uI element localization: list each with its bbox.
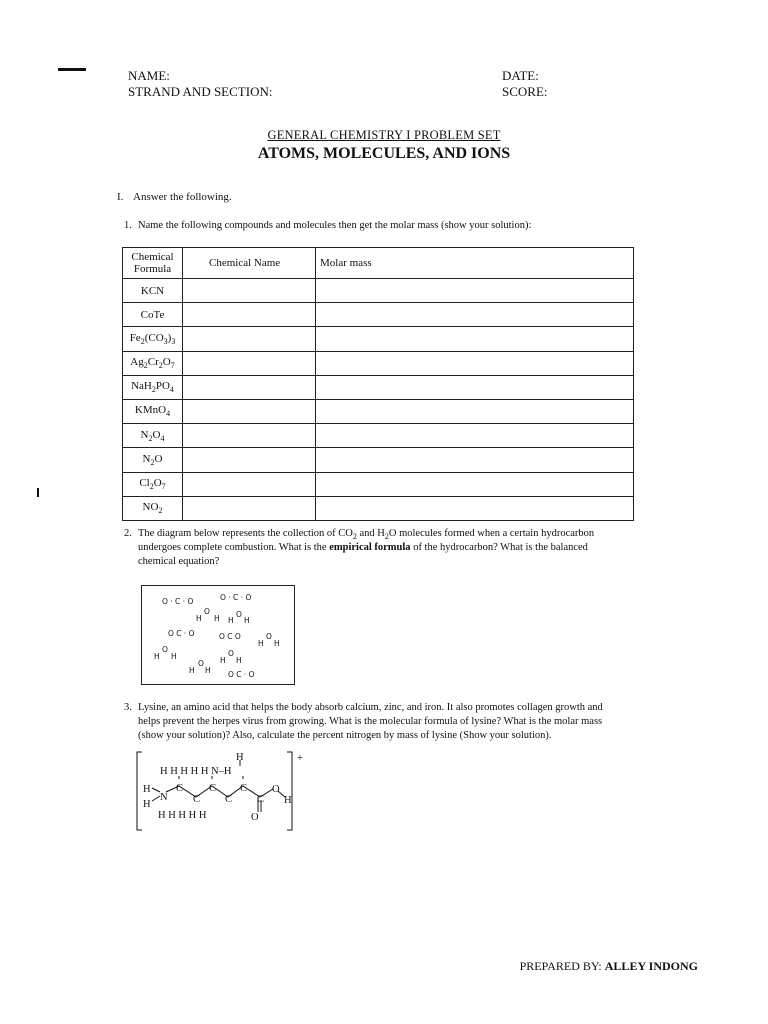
molecule-atom-label: O bbox=[236, 610, 242, 619]
lysine-atom-label: + bbox=[297, 753, 303, 764]
table-row bbox=[123, 496, 634, 520]
formula-text: O bbox=[153, 477, 162, 489]
lysine-atom-label: H bbox=[284, 795, 292, 806]
table-row bbox=[123, 472, 634, 496]
q2-text-part: undergoes complete combustion. What is the bbox=[138, 542, 330, 553]
chemical-name-cell[interactable] bbox=[183, 279, 316, 303]
q2-subscript: 2 bbox=[384, 532, 389, 542]
molar-mass-cell[interactable] bbox=[316, 496, 634, 520]
table-row bbox=[123, 303, 634, 327]
formula-subscript: 7 bbox=[161, 482, 166, 492]
q3-line-3: (show your solution)? Also, calculate the percent nitrogen by mass of lysine (Show your solution). bbox=[138, 730, 552, 741]
formula-text: Fe bbox=[129, 331, 141, 344]
molecule-atom-label: O · C · O bbox=[220, 593, 252, 602]
molecule-diagram bbox=[141, 585, 295, 685]
q2-bold-term: empirical formula bbox=[329, 542, 411, 553]
formula-subscript: 2 bbox=[151, 385, 156, 395]
chemical-name-cell[interactable] bbox=[183, 351, 316, 375]
formula-text: Cr bbox=[147, 356, 159, 369]
formula-cell bbox=[123, 424, 183, 448]
molecule-atom-label: O C · O bbox=[168, 629, 195, 638]
formula-text: KCN bbox=[140, 284, 165, 297]
formula-subscript: 2 bbox=[143, 361, 148, 371]
molar-mass-cell[interactable] bbox=[316, 375, 634, 399]
scan-mark bbox=[37, 488, 39, 497]
lysine-atom-label: C bbox=[240, 783, 248, 794]
table-body bbox=[123, 279, 634, 521]
chemical-name-cell[interactable] bbox=[183, 472, 316, 496]
molar-mass-cell[interactable] bbox=[316, 448, 634, 472]
header-chemical-formula: Chemical Formula bbox=[123, 248, 183, 279]
molecule-atom-label: H bbox=[274, 639, 280, 648]
formula-subscript: 2 bbox=[158, 506, 163, 516]
lysine-atom-label: H bbox=[143, 799, 151, 810]
formula-subscript: 3 bbox=[163, 337, 168, 347]
compounds-table bbox=[122, 247, 634, 521]
lysine-atom-label: H bbox=[236, 752, 244, 763]
molecule-atom-label: H bbox=[228, 616, 234, 625]
course-title: GENERAL CHEMISTRY I PROBLEM SET bbox=[267, 128, 501, 142]
page-title: ATOMS, MOLECULES, AND IONS bbox=[257, 145, 511, 162]
chemical-name-cell[interactable] bbox=[183, 424, 316, 448]
formula-subscript: 4 bbox=[169, 385, 174, 395]
molecule-atom-label: H bbox=[220, 656, 226, 665]
molecule-atom-label: O bbox=[162, 645, 168, 654]
prepared-by-label: PREPARED BY: bbox=[519, 959, 605, 973]
name-label: NAME: bbox=[128, 68, 170, 83]
formula-subscript: 2 bbox=[158, 361, 163, 371]
q3-number: 3. bbox=[124, 702, 132, 713]
formula-text: ) bbox=[167, 331, 172, 344]
header-chemical-name: Chemical Name bbox=[183, 248, 316, 279]
formula-cell bbox=[123, 327, 183, 351]
section-number: I. bbox=[117, 191, 124, 203]
formula-text: Cl bbox=[139, 477, 150, 489]
lysine-atom-label: H H H H H bbox=[158, 810, 207, 821]
formula-subscript: 2 bbox=[140, 337, 145, 347]
formula-cell bbox=[123, 496, 183, 520]
formula-subscript: 2 bbox=[148, 433, 153, 443]
molecule-atom-label: H bbox=[171, 652, 177, 661]
formula-subscript: 3 bbox=[171, 337, 176, 347]
formula-text: O bbox=[154, 452, 163, 465]
q3-line-2: helps prevent the herpes virus from growing. What is the molecular formula of lysine? What is the molar mass bbox=[138, 716, 603, 727]
chemical-name-cell[interactable] bbox=[183, 399, 316, 423]
molecule-atom-label: H bbox=[236, 656, 242, 665]
molecule-atom-label: H bbox=[154, 652, 160, 661]
author-name: ALLEY INDONG bbox=[604, 959, 698, 973]
table-row bbox=[123, 448, 634, 472]
lysine-atom-label: O bbox=[272, 784, 280, 795]
formula-cell bbox=[123, 279, 183, 303]
molecule-atom-label: H bbox=[214, 614, 220, 623]
q3-line-1: Lysine, an amino acid that helps the body absorb calcium, zinc, and iron. It also promotes collagen growth and bbox=[138, 702, 603, 713]
date-label: DATE: bbox=[502, 68, 539, 83]
formula-text: CoTe bbox=[140, 308, 165, 321]
formula-subscript: 4 bbox=[166, 409, 171, 419]
formula-text: NaH bbox=[131, 380, 152, 393]
table-row bbox=[123, 351, 634, 375]
formula-cell bbox=[123, 472, 183, 496]
formula-text: O bbox=[162, 356, 171, 369]
q2-text-part: The diagram below represents the collection of CO bbox=[138, 528, 353, 539]
chemical-name-cell[interactable] bbox=[183, 327, 316, 351]
formula-subscript: 4 bbox=[160, 433, 165, 443]
table-row bbox=[123, 375, 634, 399]
formula-text: O bbox=[152, 428, 161, 441]
formula-cell bbox=[123, 303, 183, 327]
chemical-name-cell[interactable] bbox=[183, 496, 316, 520]
formula-text: N bbox=[142, 452, 151, 465]
q2-number: 2. bbox=[124, 528, 132, 539]
lysine-atom-label: C bbox=[176, 783, 184, 794]
chemical-name-cell[interactable] bbox=[183, 375, 316, 399]
q2-line-3: chemical equation? bbox=[138, 556, 220, 567]
q1-text: Name the following compounds and molecules then get the molar mass (show your solution): bbox=[138, 220, 532, 231]
score-label: SCORE: bbox=[502, 84, 548, 99]
formula-subscript: 2 bbox=[150, 458, 155, 467]
molar-mass-cell[interactable] bbox=[316, 472, 634, 496]
molecule-atom-label: O bbox=[198, 659, 204, 668]
molar-mass-cell[interactable] bbox=[316, 399, 634, 423]
chemical-name-cell[interactable] bbox=[183, 303, 316, 327]
prepared-by bbox=[520, 959, 698, 974]
molar-mass-cell[interactable] bbox=[316, 351, 634, 375]
molecule-atom-label: H bbox=[196, 614, 202, 623]
molecule-atom-label: O bbox=[266, 632, 272, 641]
formula-text: Ag bbox=[130, 356, 144, 369]
formula-text: N bbox=[140, 428, 149, 441]
formula-text: PO bbox=[155, 380, 170, 393]
molecule-atom-label: H bbox=[205, 666, 211, 675]
molar-mass-cell[interactable] bbox=[316, 424, 634, 448]
q1-number: 1. bbox=[124, 220, 132, 231]
molecule-atom-label: H bbox=[258, 639, 264, 648]
formula-text: (CO bbox=[144, 331, 164, 344]
q2-text-part: O molecules formed when a certain hydrocarbon bbox=[388, 528, 595, 539]
q2-line-2 bbox=[138, 541, 588, 556]
formula-cell bbox=[123, 375, 183, 399]
molecule-atom-label: H bbox=[189, 666, 195, 675]
lysine-atom-label: C bbox=[257, 794, 265, 805]
molecule-atom-label: O C O bbox=[219, 632, 241, 641]
table-row bbox=[123, 327, 634, 351]
formula-text: KMnO bbox=[134, 404, 167, 417]
lysine-atom-label: C bbox=[193, 794, 201, 805]
molecule-atom-label: H bbox=[244, 616, 250, 625]
lysine-atom-label: H H H H H N–H bbox=[160, 766, 232, 777]
table-row bbox=[123, 279, 634, 303]
molar-mass-cell[interactable] bbox=[316, 327, 634, 351]
formula-cell bbox=[123, 351, 183, 375]
molecule-atom-label: O · C · O bbox=[162, 597, 194, 606]
formula-subscript: 2 bbox=[149, 482, 154, 492]
lysine-atom-label: C bbox=[209, 783, 217, 794]
section-instruction: Answer the following. bbox=[133, 191, 232, 203]
lysine-atom-label: H bbox=[143, 784, 151, 795]
molecule-atom-label: O bbox=[204, 607, 210, 616]
table-header-row bbox=[123, 248, 634, 279]
table-row bbox=[123, 399, 634, 423]
formula-text: NO bbox=[142, 501, 159, 514]
formula-cell bbox=[123, 399, 183, 423]
strand-section-label: STRAND AND SECTION: bbox=[128, 84, 273, 99]
formula-subscript: 7 bbox=[170, 361, 175, 371]
molecule-atom-label: O bbox=[228, 649, 234, 658]
molar-mass-cell[interactable] bbox=[316, 303, 634, 327]
header-molar-mass: Molar mass bbox=[316, 248, 634, 279]
scan-mark bbox=[58, 68, 86, 71]
table-row bbox=[123, 424, 634, 448]
q2-text-part: and H bbox=[356, 528, 385, 539]
lysine-atom-label: O bbox=[251, 812, 259, 823]
q2-text-part: of the hydrocarbon? What is the balanced bbox=[410, 542, 588, 553]
q2-subscript: 2 bbox=[352, 532, 357, 542]
chemical-name-cell[interactable] bbox=[183, 448, 316, 472]
formula-cell bbox=[123, 448, 183, 472]
molecule-atom-label: O C · O bbox=[228, 670, 255, 679]
lysine-atom-label: N bbox=[160, 792, 168, 803]
lysine-atom-label: C bbox=[225, 794, 233, 805]
molar-mass-cell[interactable] bbox=[316, 279, 634, 303]
